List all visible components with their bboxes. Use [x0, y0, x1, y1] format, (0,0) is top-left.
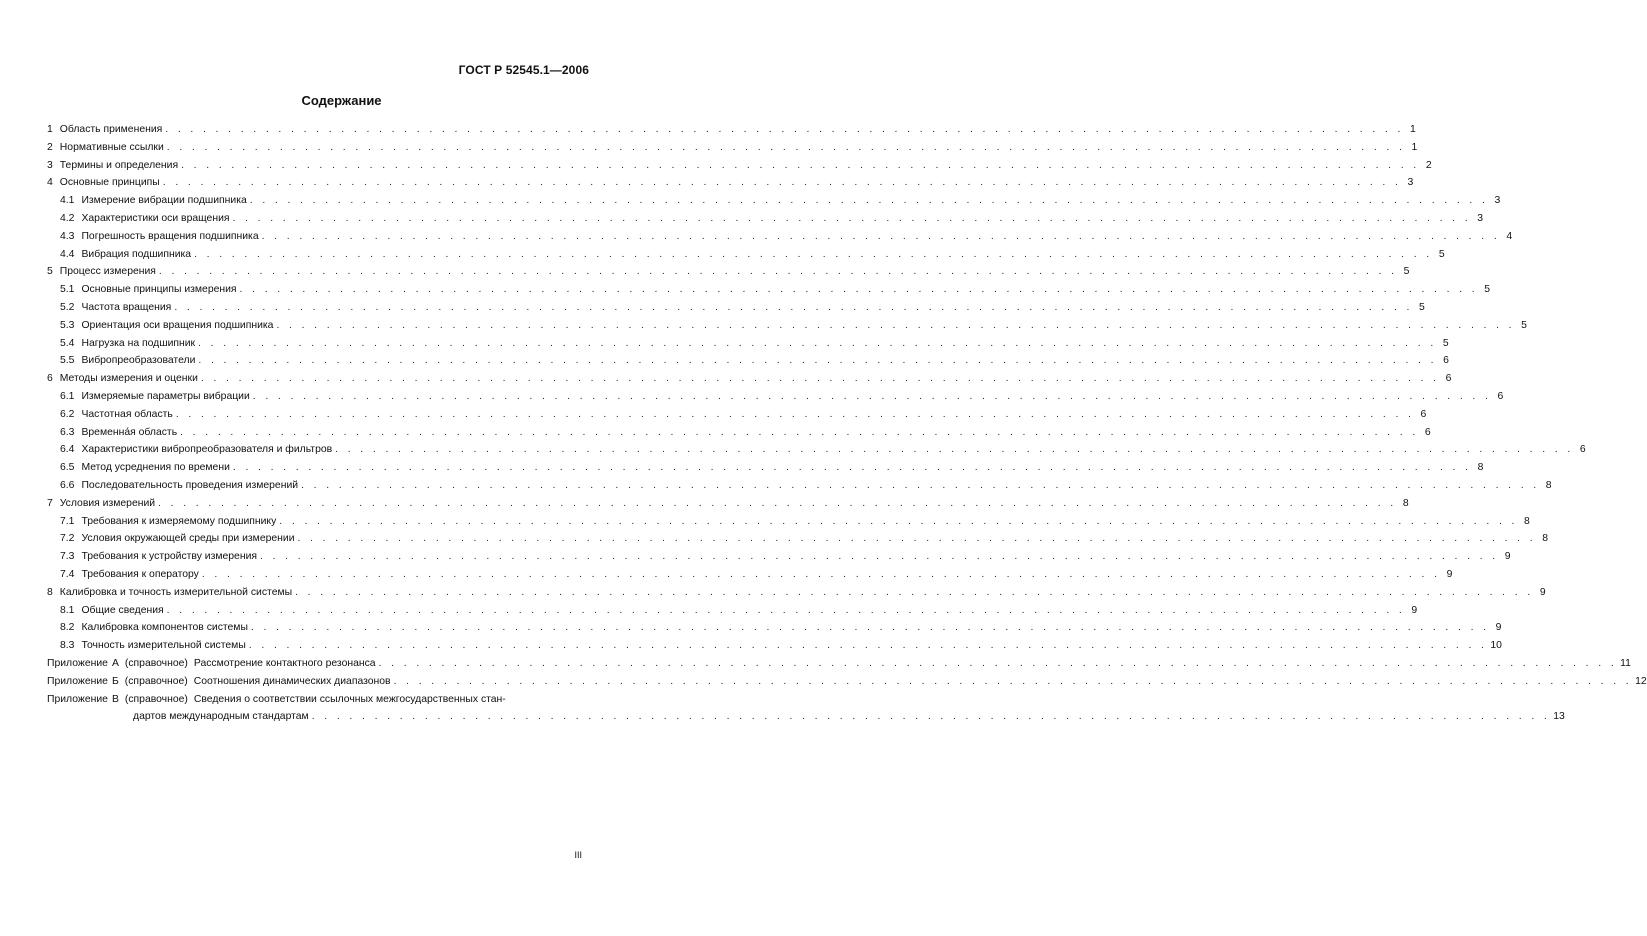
toc-entry-page: 8 [1524, 515, 1530, 527]
toc-entry-page: 10 [1490, 640, 1502, 652]
toc-entry-page: 5 [1403, 266, 1410, 278]
toc-entry-number: 3 [47, 159, 53, 171]
toc-entry-title: Область применения [59, 124, 163, 135]
toc-entry-page: 1 [1411, 141, 1418, 153]
toc-entry-title: Частота вращения [81, 301, 172, 313]
toc-entry-title: Ориентация оси вращения подшипника [81, 319, 274, 331]
toc-entry-number: 6.2 [60, 408, 75, 420]
toc-entry-page: 8 [1477, 462, 1484, 474]
dot-leader: . . . . . . . . . . . . . . . . . . . . . . . . . . . . . . . . . . . . . . . . . . . . . . . . . . . . . . . . . . . . . . . . . . . . . . . . . . . . . . . . . . . . . . . . . . . . . . . . . . . [200, 373, 1440, 385]
appendix-entry[interactable] [47, 673, 1647, 691]
dot-leader: . . . . . . . . . . . . . . . . . . . . . . . . . . . . . . . . . . . . . . . . . . . . . . . . . . . . . . . . . . . . . . . . . . . . . . . . . . . . . . . . . . . . . . . . . . . . . . . . . . . [393, 675, 1633, 687]
dot-leader: . . . . . . . . . . . . . . . . . . . . . . . . . . . . . . . . . . . . . . . . . . . . . . . . . . . . . . . . . . . . . . . . . . . . . . . . . . . . . . . . . . . . . . . . . . . . . . . . . . . [239, 284, 1479, 296]
toc-entry-number: 7.3 [60, 551, 75, 563]
toc-entry-page: 3 [1477, 212, 1484, 224]
toc-entry-page: 4 [1506, 230, 1513, 242]
toc-entry[interactable] [47, 246, 1445, 264]
toc-entry[interactable] [47, 121, 1416, 139]
toc-entry-number: 7 [47, 497, 53, 509]
appendix-page: 11 [1620, 657, 1631, 669]
dot-leader: . . . . . . . . . . . . . . . . . . . . . . . . . . . . . . . . . . . . . . . . . . . . . . . . . . . . . . . . . . . . . . . . . . . . . . . . . . . . . . . . . . . . . . . . . . . . . . . . . . . [260, 551, 1499, 563]
toc-entry-title: Нагрузка на подшипник [81, 337, 196, 349]
appendix-entry[interactable] [47, 691, 585, 709]
dot-leader: . . . . . . . . . . . . . . . . . . . . . . . . . . . . . . . . . . . . . . . . . . . . . . . . . . . . . . . . . . . . . . . . . . . . . . . . . . . . . . . . . . . . . . . . . . . . . . . . . . . [250, 622, 1490, 634]
toc-entry-number: 5.5 [60, 355, 75, 367]
toc-entry-number: 4.1 [60, 195, 75, 207]
toc-entry[interactable] [47, 530, 1549, 548]
toc-entry[interactable] [47, 174, 1414, 192]
toc-entry-page: 8 [1402, 497, 1409, 509]
toc-entry[interactable] [47, 602, 1418, 620]
dot-leader: . . . . . . . . . . . . . . . . . . . . . . . . . . . . . . . . . . . . . . . . . . . . . . . . . . . . . . . . . . . . . . . . . . . . . . . . . . . . . . . . . . . . . . . . . . . . . . . . . . . [174, 301, 1413, 313]
toc-entry-title: Точность измерительной системы [81, 640, 246, 652]
toc-entry-title: Условия измерений [59, 497, 156, 509]
toc-entry[interactable] [47, 192, 1501, 210]
toc-entry-page: 5 [1521, 319, 1527, 331]
toc-entry[interactable] [47, 263, 1410, 281]
toc-entry-page: 5 [1442, 337, 1449, 349]
toc-entry[interactable] [47, 477, 1552, 495]
toc-entry-title: Методы измерения и оценки [59, 373, 198, 385]
toc-entry-title: Требования к устройству измерения [81, 551, 257, 563]
toc-entry-number: 6.5 [60, 462, 75, 474]
toc-entry[interactable] [47, 619, 1502, 637]
dot-leader: . . . . . . . . . . . . . . . . . . . . . . . . . . . . . . . . . . . . . . . . . . . . . . . . . . . . . . . . . . . . . . . . . . . . . . . . . . . . . . . . . . . . . . . . . . . . . . . . . . . [232, 212, 1472, 224]
dot-leader: . . . . . . . . . . . . . . . . . . . . . . . . . . . . . . . . . . . . . . . . . . . . . . . . . . . . . . . . . . . . . . . . . . . . . . . . . . . . . . . . . . . . . . . . . . . . . . . . . . . [194, 248, 1433, 260]
toc-entry-page: 9 [1411, 604, 1418, 616]
dot-leader: . . . . . . . . . . . . . . . . . . . . . . . . . . . . . . . . . . . . . . . . . . . . . . . . . . . . . . . . . . . . . . . . . . . . . . . . . . . . . . . . . . . . . . . . . . . . . . . . . . . [198, 337, 1437, 349]
page-title: Содержание [301, 93, 382, 108]
toc-entry[interactable] [47, 566, 1453, 584]
toc-entry-number: 1 [47, 124, 53, 135]
page-number: III [574, 850, 582, 860]
toc-entry-number: 5.3 [60, 319, 75, 331]
dot-leader: . . . . . . . . . . . . . . . . . . . . . . . . . . . . . . . . . . . . . . . . . . . . . . . . . . . . . . . . . . . . . . . . . . . . . . . . . . . . . . . . . . . . . . . . . . . . . . . . . . . [181, 159, 1420, 171]
appendix-title: Сведения о соответствии ссылочных межгосударственных стан- [193, 693, 506, 705]
toc-entry-page: 9 [1495, 622, 1502, 634]
toc-entry[interactable] [47, 548, 1511, 566]
appendix-type: (справочное) [124, 657, 188, 669]
appendix-type: (справочное) [124, 675, 188, 687]
toc-entry-title: Измерение вибрации подшипника [81, 195, 247, 207]
toc-entry-page: 6 [1579, 444, 1586, 456]
dot-leader: . . . . . . . . . . . . . . . . . . . . . . . . . . . . . . . . . . . . . . . . . . . . . . . . . . . . . . . . . . . . . . . . . . . . . . . . . . . . . . . . . . . . . . . . . . . . . . . . . . . [180, 426, 1419, 438]
dot-leader: . . . . . . . . . . . . . . . . . . . . . . . . . . . . . . . . . . . . . . . . . . . . . . . . . . . . . . . . . . . . . . . . . . . . . . . . . . . . . . . . . . . . . . . . . . . . . . . . . . . [248, 640, 1488, 652]
toc-entry-number: 5.1 [60, 284, 75, 296]
toc-entry-page: 9 [1504, 551, 1511, 563]
toc-entry-title: Основные принципы измерения [81, 284, 237, 296]
dot-leader: . . . . . . . . . . . . . . . . . . . . . . . . . . . . . . . . . . . . . . . . . . . . . . . . . . . . . . . . . . . . . . . . . . . . . . . . . . . . . . . . . . . . . . . . . . . . . . . . . . . [175, 408, 1415, 420]
toc-entry-title: Калибровка и точность измерительной системы [59, 586, 293, 598]
toc-entry[interactable] [47, 495, 1409, 513]
dot-leader: . . . . . . . . . . . . . . . . . . . . . . . . . . . . . . . . . . . . . . . . . . . . . . . . . . . . . . . . . . . . . . . . . . . . . . . . . . . . . . . . . . . . . . . . . . . . . . . . . . . [335, 444, 1574, 456]
toc-entry-number: 8 [47, 586, 53, 598]
toc-entry-number: 4.3 [60, 230, 75, 242]
toc-entry-number: 8.1 [60, 604, 75, 616]
toc-entry-page: 8 [1542, 533, 1549, 545]
toc-entry-number: 7.2 [60, 533, 75, 545]
dot-leader: . . . . . . . . . . . . . . . . . . . . . . . . . . . . . . . . . . . . . . . . . . . . . . . . . . . . . . . . . . . . . . . . . . . . . . . . . . . . . . . . . . . . . . . . . . . . . . . . . . . [165, 124, 1404, 135]
toc-entry-page: 6 [1497, 390, 1504, 402]
toc-entry-page: 6 [1420, 408, 1427, 420]
dot-leader: . . . . . . . . . . . . . . . . . . . . . . . . . . . . . . . . . . . . . . . . . . . . . . . . . . . . . . . . . . . . . . . . . . . . . . . . . . . . . . . . . . . . . . . . . . . . . . . . . . . [158, 266, 1398, 278]
appendix-title: Рассмотрение контактного резонанса [193, 657, 376, 669]
dot-leader: . . . . . . . . . . . . . . . . . . . . . . . . . . . . . . . . . . . . . . . . . . . . . . . . . . . . . . . . . . . . . . . . . . . . . . . . . . . . . . . . . . . . . . . . . . . . . . . . . . . [201, 568, 1441, 580]
toc-entry[interactable] [47, 637, 1502, 655]
toc-entry-page: 8 [1545, 479, 1552, 491]
toc-entry-page: 9 [1539, 586, 1546, 598]
toc-entry-title: Требования к измеряемому подшипнику [81, 515, 277, 527]
toc-entry[interactable] [47, 406, 1427, 424]
toc-entry-title: Характеристики вибропреобразователя и фильтров [81, 444, 333, 456]
toc-entry-page: 1 [1410, 124, 1416, 135]
dot-leader: . . . . . . . . . . . . . . . . . . . . . . . . . . . . . . . . . . . . . . . . . . . . . . . . . . . . . . . . . . . . . . . . . . . . . . . . . . . . . . . . . . . . . . . . . . . . . . . . . . . [166, 141, 1406, 153]
toc-entry-number: 7.1 [60, 515, 75, 527]
toc-entry-page: 3 [1407, 177, 1414, 189]
dot-leader: . . . . . . . . . . . . . . . . . . . . . . . . . . . . . . . . . . . . . . . . . . . . . . . . . . . . . . . . . . . . . . . . . . . . . . . . . . . . . . . . . . . . . . . . . . . . . . . . . . . [158, 497, 1397, 509]
dot-leader: . . . . . . . . . . . . . . . . . . . . . . . . . . . . . . . . . . . . . . . . . . . . . . . . . . . . . . . . . . . . . . . . . . . . . . . . . . . . . . . . . . . . . . . . . . . . . . . . . . . [166, 604, 1406, 616]
dot-leader: . . . . . . . . . . . . . . . . . . . . . . . . . . . . . . . . . . . . . . . . . . . . . . . . . . . . . . . . . . . . . . . . . . . . . . . . . . . . . . . . . . . . . . . . . . . . . . . . . . . [276, 319, 1515, 331]
toc-entry[interactable] [47, 441, 1586, 459]
dot-leader: . . . . . . . . . . . . . . . . . . . . . . . . . . . . . . . . . . . . . . . . . . . . . . . . . . . . . . . . . . . . . . . . . . . . . . . . . . . . . . . . . . . . . . . . . . . . . . . . . . . [295, 586, 1534, 598]
appendix-letter: А [111, 657, 119, 669]
toc-entry-title: Калибровка компонентов системы [81, 622, 248, 634]
dot-leader: . . . . . . . . . . . . . . . . . . . . . . . . . . . . . . . . . . . . . . . . . . . . . . . . . . . . . . . . . . . . . . . . . . . . . . . . . . . . . . . . . . . . . . . . . . . . . . . . . . . [232, 462, 1472, 474]
toc-entry-page: 3 [1494, 195, 1501, 207]
toc-entry[interactable] [47, 139, 1418, 157]
toc-entry-page: 6 [1443, 355, 1449, 367]
toc-entry-page: 5 [1419, 301, 1425, 313]
toc-entry[interactable] [47, 584, 1546, 602]
appendix-label: Приложение [47, 693, 108, 705]
dot-leader: . . . . . . . . . . . . . . . . . . . . . . . . . . . . . . . . . . . . . . . . . . . . . . . . . . . . . . . . . . . . . . . . . . . . . . . . . . . . . . . . . . . . . . . . . . . . . . . . . . . [279, 515, 1518, 527]
dot-leader: . . . . . . . . . . . . . . . . . . . . . . . . . . . . . . . . . . . . . . . . . . . . . . . . . . . . . . . . . . . . . . . . . . . . . . . . . . . . . . . . . . . . . . . . . . . . . . . . . . . [378, 657, 1618, 669]
appendix-entry-continuation[interactable] [47, 708, 1565, 726]
appendix-label: Приложение [47, 675, 108, 687]
toc-entry-page: 6 [1424, 426, 1431, 438]
dot-leader: . . . . . . . . . . . . . . . . . . . . . . . . . . . . . . . . . . . . . . . . . . . . . . . . . . . . . . . . . . . . . . . . . . . . . . . . . . . . . . . . . . . . . . . . . . . . . . . . . . . [162, 177, 1402, 189]
dot-leader: . . . . . . . . . . . . . . . . . . . . . . . . . . . . . . . . . . . . . . . . . . . . . . . . . . . . . . . . . . . . . . . . . . . . . . . . . . . . . . . . . . . . . . . . . . . . . . . . . . . [249, 195, 1489, 207]
toc-entry[interactable] [47, 513, 1530, 531]
toc-entry[interactable] [47, 281, 1491, 299]
toc-entry-number: 5.2 [60, 301, 75, 313]
appendix-page: 13 [1553, 711, 1565, 723]
toc-entry-number: 8.2 [60, 622, 75, 634]
toc-entry[interactable] [47, 210, 1484, 228]
toc-entry-title: Метод усреднения по времени [81, 462, 230, 474]
toc-entry-page: 9 [1446, 568, 1453, 580]
appendix-type: (справочное) [124, 693, 188, 705]
toc-entry-number: 6.6 [60, 479, 75, 491]
toc-entry[interactable] [47, 388, 1504, 406]
toc-entry-title: Характеристики оси вращения [81, 212, 230, 224]
appendix-letter: В [111, 693, 119, 705]
toc-entry-title: Измеряемые параметры вибрации [81, 390, 250, 402]
toc-entry-number: 6.4 [60, 444, 75, 456]
dot-leader: . . . . . . . . . . . . . . . . . . . . . . . . . . . . . . . . . . . . . . . . . . . . . . . . . . . . . . . . . . . . . . . . . . . . . . . . . . . . . . . . . . . . . . . . . . . . . . . . . . . [297, 533, 1537, 545]
toc-entry[interactable] [47, 335, 1449, 353]
toc-entry[interactable] [47, 352, 1449, 370]
toc-entry-number: 4.2 [60, 212, 75, 224]
dot-leader: . . . . . . . . . . . . . . . . . . . . . . . . . . . . . . . . . . . . . . . . . . . . . . . . . . . . . . . . . . . . . . . . . . . . . . . . . . . . . . . . . . . . . . . . . . . . . . . . . . . [301, 479, 1540, 491]
toc-entry-title: Требования к оператору [81, 568, 199, 580]
toc-entry[interactable] [47, 157, 1432, 175]
appendix-entry[interactable] [47, 655, 1631, 673]
toc-entry-page: 5 [1484, 284, 1491, 296]
toc-entry[interactable] [47, 317, 1527, 335]
toc-entry-number: 6.1 [60, 390, 75, 402]
appendix-page: 12 [1635, 675, 1647, 687]
toc-entry-title: Погрешность вращения подшипника [81, 230, 259, 242]
toc-entry-number: 4 [47, 177, 53, 189]
table-of-contents [47, 121, 1647, 726]
toc-entry-title: Последовательность проведения измерений [81, 479, 299, 491]
appendix-title: Соотношения динамических диапазонов [193, 675, 391, 687]
toc-entry-number: 4.4 [60, 248, 75, 260]
dot-leader: . . . . . . . . . . . . . . . . . . . . . . . . . . . . . . . . . . . . . . . . . . . . . . . . . . . . . . . . . . . . . . . . . . . . . . . . . . . . . . . . . . . . . . . . . . . . . . . . . . . [252, 390, 1492, 402]
toc-entry-page: 2 [1425, 159, 1432, 171]
toc-entry-title: Термины и определения [59, 159, 179, 171]
toc-entry[interactable] [47, 299, 1425, 317]
appendix-title-continued: дартов международным стандартам [133, 711, 309, 723]
document-code: ГОСТ Р 52545.1—2006 [458, 63, 589, 77]
toc-entry-title: Процесс измерения [59, 266, 156, 278]
toc-entry-number: 2 [47, 141, 53, 153]
toc-entry[interactable] [47, 424, 1431, 442]
toc-entry-page: 5 [1438, 248, 1445, 260]
dot-leader: . . . . . . . . . . . . . . . . . . . . . . . . . . . . . . . . . . . . . . . . . . . . . . . . . . . . . . . . . . . . . . . . . . . . . . . . . . . . . . . . . . . . . . . . . . . . . . . . . . . [311, 711, 1551, 723]
toc-entry-title: Общие сведения [81, 604, 164, 616]
toc-entry-title: Нормативные ссылки [59, 141, 164, 153]
toc-entry-title: Вибрация подшипника [81, 248, 192, 260]
toc-entry-number: 8.3 [60, 640, 75, 652]
toc-entry[interactable] [47, 228, 1513, 246]
appendix-letter: Б [111, 675, 119, 687]
toc-entry-title: Условия окружающей среды при измерении [81, 533, 295, 545]
toc-entry-page: 6 [1445, 373, 1452, 385]
toc-entry-number: 7.4 [60, 568, 75, 580]
toc-entry-title: Вибропреобразователи [81, 355, 196, 367]
dot-leader: . . . . . . . . . . . . . . . . . . . . . . . . . . . . . . . . . . . . . . . . . . . . . . . . . . . . . . . . . . . . . . . . . . . . . . . . . . . . . . . . . . . . . . . . . . . . . . . . . . . [198, 355, 1437, 367]
toc-entry-title: Частотная область [81, 408, 173, 420]
toc-entry-number: 5 [47, 266, 53, 278]
toc-entry-number: 6.3 [60, 426, 75, 438]
dot-leader: . . . . . . . . . . . . . . . . . . . . . . . . . . . . . . . . . . . . . . . . . . . . . . . . . . . . . . . . . . . . . . . . . . . . . . . . . . . . . . . . . . . . . . . . . . . . . . . . . . . [261, 230, 1501, 242]
appendix-label: Приложение [47, 657, 108, 669]
toc-entry-title: Временна́я область [81, 426, 178, 438]
toc-entry[interactable] [47, 370, 1452, 388]
toc-entry[interactable] [47, 459, 1484, 477]
toc-entry-number: 5.4 [60, 337, 75, 349]
toc-entry-title: Основные принципы [59, 177, 160, 189]
toc-entry-number: 6 [47, 373, 53, 385]
